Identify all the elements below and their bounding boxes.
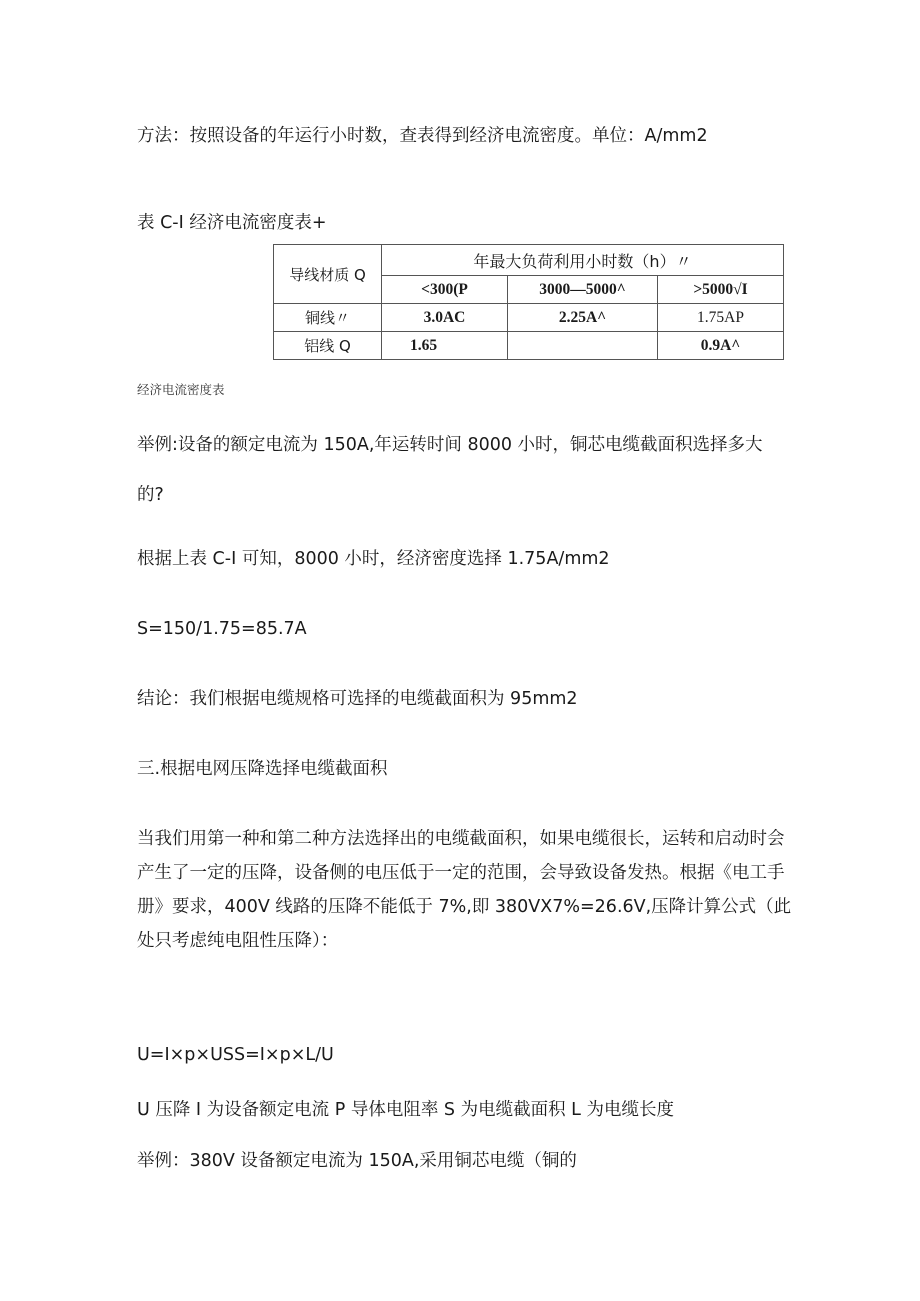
material-header: 导线材质 Q: [274, 245, 382, 304]
value-cell: 0.9A^: [658, 332, 784, 360]
calculation-text: S=150/1.75=85.7A: [137, 619, 307, 639]
column-header: 3000—5000^: [508, 276, 658, 304]
section-3-heading: 三.根据电网压降选择电缆截面积: [137, 759, 388, 779]
formula-text: U=I×p×USS=I×p×L/U: [137, 1045, 334, 1065]
table-row: [274, 332, 784, 360]
example-2-text: 举例：380V 设备额定电流为 150A,采用铜芯电缆（铜的: [137, 1151, 577, 1171]
example-1-text: 举例:设备的额定电流为 150A,年运转时间 8000 小时，铜芯电缆截面积选择多大的?: [137, 435, 763, 505]
symbol-legend-text: U 压降 I 为设备额定电流 P 导体电阻率 S 为电缆截面积 L 为电缆长度: [137, 1100, 674, 1120]
table-row: [274, 245, 784, 276]
table-title: 表 C-I 经济电流密度表+: [137, 213, 327, 233]
lookup-text: 根据上表 C-I 可知，8000 小时，经济密度选择 1.75A/mm2: [137, 549, 610, 569]
voltage-drop-paragraph: 当我们用第一种和第二种方法选择出的电缆截面积，如果电缆很长，运转和启动时会产生了一定的压降，设备侧的电压低于一定的范围，会导致设备发热。根据《电工手册》要求，400V 线路的压降不能低于 7%,即 380VX7%=26.6V,压降计算公式（此处只考虑纯电阻性压降）：: [137, 829, 792, 951]
table-row: [274, 304, 784, 332]
value-cell: 2.25A^: [508, 304, 658, 332]
current-density-table: [273, 244, 784, 360]
table-caption: 经济电流密度表: [137, 382, 225, 397]
conclusion-text: 结论：我们根据电缆规格可选择的电缆截面积为 95mm2: [137, 689, 578, 709]
column-header: <300(P: [382, 276, 508, 304]
material-cell: 铝线 Q: [274, 332, 382, 360]
material-cell: 铜线〃: [274, 304, 382, 332]
method-text: 方法：按照设备的年运行小时数，查表得到经济电流密度。单位：A/mm2: [137, 126, 708, 146]
value-cell: 1.75AP: [658, 304, 784, 332]
column-header: >5000√I: [658, 276, 784, 304]
value-cell: [508, 332, 658, 360]
value-cell: 3.0AC: [382, 304, 508, 332]
value-cell: 1.65: [382, 332, 508, 360]
hours-header: 年最大负荷利用小时数（h）〃: [382, 245, 784, 276]
